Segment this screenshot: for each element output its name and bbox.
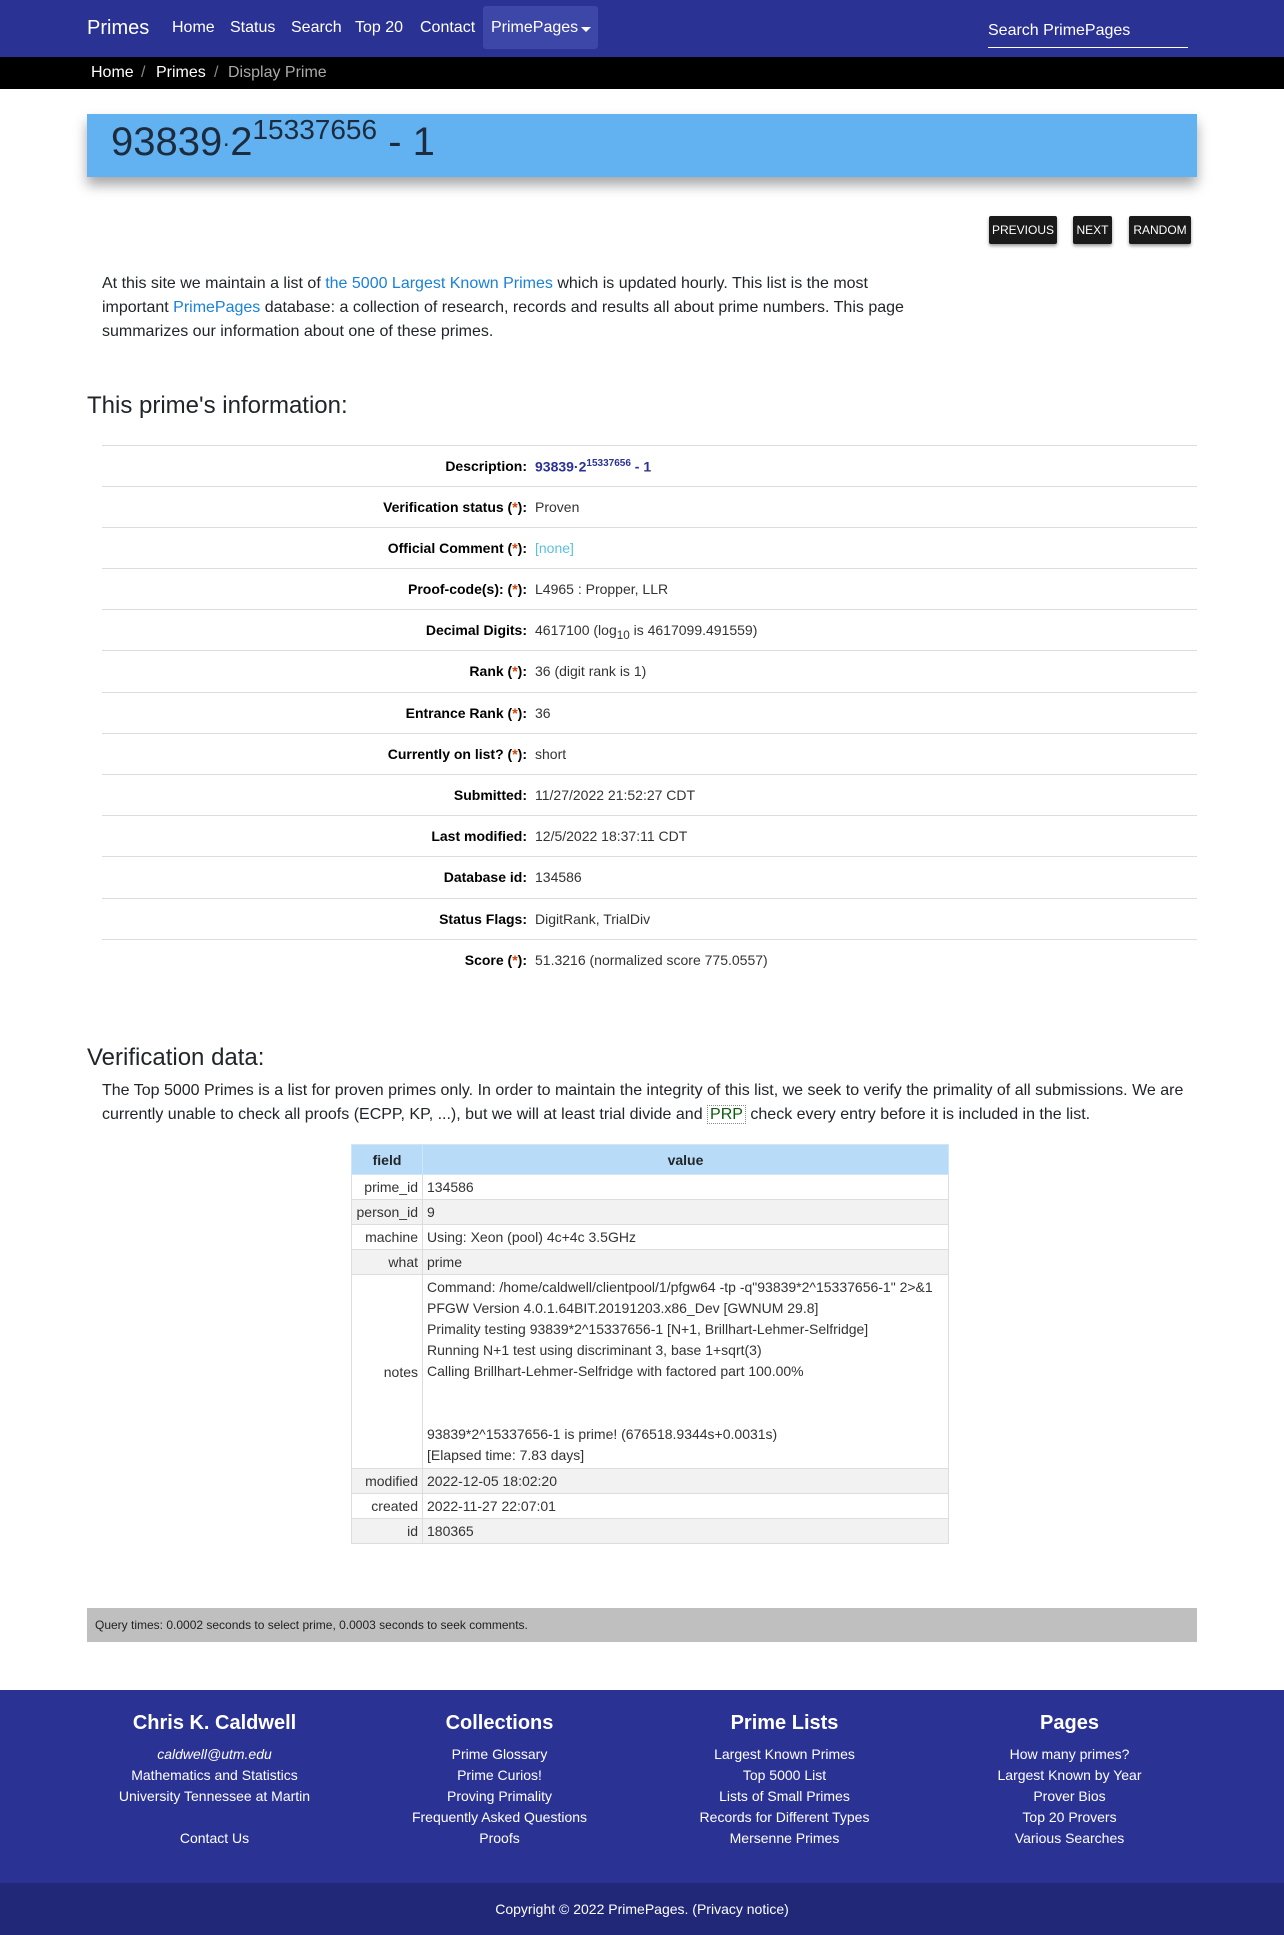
info-row-digits — [102, 609, 1197, 651]
info-value: 51.3216 (normalized score 775.0557) — [535, 952, 768, 968]
random-button[interactable]: RANDOM — [1129, 216, 1191, 244]
digits-text: 4617100 (log — [535, 622, 617, 638]
column-header-field: field — [352, 1145, 423, 1175]
info-label: Description: — [445, 458, 527, 474]
info-row-modified — [102, 815, 1197, 857]
footer-col-author — [72, 1712, 357, 1849]
footer-col-prime-lists — [642, 1712, 927, 1849]
nav-search[interactable]: Search — [291, 19, 342, 36]
value-cell: 180365 — [423, 1519, 949, 1544]
intro-text: database: a collection of research, records and results all about prime numbers. This page summarizes our information about one of these primes. — [102, 299, 904, 340]
info-label: Score (*): — [464, 952, 527, 968]
nav-home[interactable]: Home — [172, 19, 215, 36]
footer-text: Mathematics and Statistics — [131, 1767, 298, 1783]
info-value: 12/5/2022 18:37:11 CDT — [535, 828, 688, 844]
notes-line: Running N+1 test using discriminant 3, base 1+sqrt(3) — [427, 1342, 762, 1358]
log-text: is 4617099.491559) — [629, 622, 758, 638]
info-row-score — [102, 939, 1197, 981]
info-value: 134586 — [535, 869, 582, 885]
info-row-proof-code — [102, 568, 1197, 610]
table-row — [352, 1519, 949, 1544]
notes-line: 93839*2^15337656-1 is prime! (676518.9344s+0.0031s) — [427, 1426, 778, 1442]
caret-down-icon — [581, 27, 591, 32]
info-value: 36 (digit rank is 1) — [535, 663, 647, 679]
title-exponent: 15337656 — [252, 114, 378, 145]
info-label: Entrance Rank (*): — [405, 705, 527, 721]
help-star-link[interactable]: * — [512, 499, 518, 515]
footer-col-collections — [357, 1712, 642, 1849]
notes-cell — [423, 1275, 949, 1469]
field-cell: person_id — [352, 1200, 423, 1225]
table-row — [352, 1225, 949, 1250]
notes-spacer — [427, 1382, 944, 1424]
log-subscript: 10 — [616, 628, 630, 642]
copyright-text: Copyright © 2022 PrimePages. (Privacy notice) — [495, 1901, 789, 1917]
help-star-link[interactable]: * — [512, 746, 518, 762]
info-row-description — [102, 445, 1197, 487]
info-label: Proof-code(s): (*): — [407, 581, 527, 597]
footer-link[interactable]: Frequently Asked Questions — [411, 1809, 588, 1825]
breadcrumb-separator: / — [214, 64, 219, 81]
footer-link[interactable]: Top 5000 List — [742, 1767, 827, 1783]
breadcrumb-home[interactable]: Home — [91, 64, 134, 81]
info-label: Last modified: — [431, 828, 527, 844]
info-row-comment — [102, 527, 1197, 569]
info-row-on-list — [102, 733, 1197, 775]
table-row — [352, 1250, 949, 1275]
nav-status[interactable]: Status — [230, 19, 276, 36]
info-label-text: Proof-code(s): — [407, 581, 504, 597]
breadcrumb-current: Display Prime — [228, 64, 327, 81]
column-header-value: value — [423, 1145, 949, 1175]
info-label-text: Verification status — [383, 499, 504, 515]
table-row — [352, 1494, 949, 1519]
brand-link[interactable]: Primes — [87, 17, 150, 39]
footer-link[interactable]: Mersenne Primes — [729, 1830, 840, 1846]
footer-text: University Tennessee at Martin — [118, 1788, 311, 1804]
value-cell: prime — [423, 1250, 949, 1275]
info-label: Rank (*): — [469, 663, 527, 679]
footer-link[interactable]: How many primes? — [1009, 1746, 1130, 1762]
footer-title: Prime Lists — [730, 1712, 839, 1734]
info-row-entrance-rank — [102, 692, 1197, 734]
desc-tail: - 1 — [630, 458, 652, 475]
help-star-link[interactable]: * — [512, 663, 518, 679]
desc-base: 93839·2 — [535, 458, 587, 475]
info-row-database-id — [102, 856, 1197, 898]
verification-text: The Top 5000 Primes is a list for proven primes only. In order to maintain the integrity of this list, we seek to verify the primality of all submissions. We are currently unable to check all proofs (ECPP, KP, ...), but we will at least trial divide and — [102, 1082, 1184, 1123]
info-label: Decimal Digits: — [425, 622, 527, 638]
field-cell: id — [352, 1519, 423, 1544]
info-label-text: Currently on list? — [387, 746, 504, 762]
verification-paragraph — [102, 1079, 1202, 1127]
help-star-link[interactable]: * — [512, 705, 518, 721]
info-label: Database id: — [443, 869, 527, 885]
prime-title-banner — [87, 114, 1197, 177]
notes-line: PFGW Version 4.0.1.64BIT.20191203.x86_Dev [GWNUM 29.8] — [427, 1300, 819, 1316]
footer-link[interactable]: Lists of Small Primes — [719, 1788, 850, 1804]
query-times-text: Query times: 0.0002 seconds to select prime, 0.0003 seconds to seek comments. — [95, 1618, 528, 1632]
footer-link[interactable]: Records for Different Types — [699, 1809, 870, 1825]
footer-spacer — [72, 1807, 357, 1828]
footer-link[interactable]: Top 20 Provers — [1022, 1809, 1117, 1825]
help-star-link[interactable]: * — [512, 581, 518, 597]
info-label: Status Flags: — [439, 911, 527, 927]
field-cell: prime_id — [352, 1175, 423, 1200]
query-times-bar — [87, 1608, 1197, 1642]
breadcrumb — [0, 57, 1284, 89]
comment-none-value: [none] — [535, 540, 574, 556]
info-value: Proven — [535, 499, 580, 515]
field-cell: notes — [352, 1275, 423, 1469]
field-cell: machine — [352, 1225, 423, 1250]
info-row-status-flags — [102, 898, 1197, 940]
footer-title: Collections — [445, 1712, 554, 1734]
top-navbar — [0, 0, 1284, 57]
prp-link[interactable]: PRP — [707, 1105, 746, 1124]
verification-heading: Verification data: — [87, 1044, 265, 1071]
footer-link[interactable]: Proving Primality — [446, 1788, 553, 1804]
dropdown-label: PrimePages — [491, 19, 579, 36]
footer-link[interactable]: Prime Glossary — [451, 1746, 548, 1762]
verification-table — [351, 1144, 949, 1544]
verification-text: check every entry before it is included in the list. — [745, 1106, 1091, 1123]
desc-exponent: 15337656 — [586, 458, 631, 469]
primepages-link[interactable]: PrimePages — [173, 299, 261, 316]
footer-link[interactable]: Largest Known Primes — [714, 1746, 855, 1762]
description-value[interactable] — [535, 458, 651, 475]
table-row — [352, 1200, 949, 1225]
info-label-text: Score — [464, 952, 504, 968]
info-label-text: Official Comment — [387, 540, 504, 556]
footer-link[interactable]: Prime Curios! — [457, 1767, 542, 1783]
info-heading: This prime's information: — [87, 392, 348, 419]
title-base: 93839 — [111, 120, 223, 164]
info-row-submitted — [102, 774, 1197, 816]
next-button[interactable]: NEXT — [1073, 216, 1112, 244]
footer-title: Chris K. Caldwell — [132, 1712, 297, 1734]
footer — [0, 1690, 1284, 1883]
breadcrumb-primes[interactable]: Primes — [156, 64, 206, 81]
info-label: Official Comment (*): — [387, 540, 527, 556]
nav-contact[interactable]: Contact — [420, 19, 476, 36]
notes-line: Command: /home/caldwell/clientpool/1/pfgw64 -tp -q"93839*2^15337656-1" 2>&1 — [427, 1279, 933, 1295]
footer-title: Pages — [1040, 1712, 1099, 1734]
intro-text: which is updated hourly. This list is the most important — [102, 275, 868, 316]
notes-line: Calling Brillhart-Lehmer-Selfridge with factored part 100.00% — [427, 1363, 804, 1379]
info-value: DigitRank, TrialDiv — [535, 911, 651, 927]
info-row-rank — [102, 650, 1197, 692]
footer-link[interactable]: Largest Known by Year — [997, 1767, 1142, 1783]
value-cell: 134586 — [423, 1175, 949, 1200]
footer-link[interactable]: Prover Bios — [1033, 1788, 1106, 1804]
notes-line: [Elapsed time: 7.83 days] — [427, 1447, 585, 1463]
breadcrumb-separator: / — [141, 64, 146, 81]
info-label: Currently on list? (*): — [387, 746, 527, 762]
copyright-bar — [0, 1883, 1284, 1935]
largest-primes-link[interactable]: the 5000 Largest Known Primes — [325, 275, 553, 292]
value-cell: 9 — [423, 1200, 949, 1225]
table-row — [352, 1469, 949, 1494]
nav-top20[interactable]: Top 20 — [355, 19, 404, 36]
info-label: Verification status (*): — [383, 499, 527, 515]
info-label: Submitted: — [453, 787, 527, 803]
search-input[interactable] — [988, 14, 1188, 48]
info-value: short — [535, 746, 567, 762]
notes-line: Primality testing 93839*2^15337656-1 [N+1, Brillhart-Lehmer-Selfridge] — [427, 1321, 869, 1337]
value-cell: 2022-12-05 18:02:20 — [423, 1469, 949, 1494]
field-cell: modified — [352, 1469, 423, 1494]
info-value: 11/27/2022 21:52:27 CDT — [535, 787, 696, 803]
footer-link[interactable]: Proofs — [479, 1830, 520, 1846]
info-row-verification — [102, 486, 1197, 528]
previous-button[interactable]: PREVIOUS — [989, 216, 1057, 244]
value-cell: 2022-11-27 22:07:01 — [423, 1494, 949, 1519]
footer-email-link[interactable]: caldwell@utm.edu — [157, 1746, 272, 1762]
info-value — [535, 622, 757, 642]
field-cell: what — [352, 1250, 423, 1275]
value-cell: Using: Xeon (pool) 4c+4c 3.5GHz — [423, 1225, 949, 1250]
help-star-link[interactable]: * — [512, 540, 518, 556]
primepages-dropdown[interactable] — [483, 6, 598, 49]
page-title — [111, 114, 435, 165]
info-value: 36 — [535, 705, 551, 721]
title-tail: - 1 — [388, 120, 435, 164]
intro-text: At this site we maintain a list of — [102, 275, 326, 292]
title-dot: · — [222, 130, 231, 158]
table-header-row — [352, 1145, 949, 1175]
table-row-notes — [352, 1275, 949, 1469]
table-row — [352, 1175, 949, 1200]
title-two: 2 — [230, 120, 253, 164]
info-label-text: Rank — [469, 663, 504, 679]
field-cell: created — [352, 1494, 423, 1519]
help-star-link[interactable]: * — [512, 952, 518, 968]
footer-link[interactable]: Various Searches — [1014, 1830, 1125, 1846]
footer-col-pages — [927, 1712, 1212, 1849]
intro-paragraph — [102, 272, 922, 344]
info-value: L4965 : Propper, LLR — [535, 581, 669, 597]
footer-contact-link[interactable]: Contact Us — [179, 1830, 250, 1846]
info-label-text: Entrance Rank — [405, 705, 504, 721]
